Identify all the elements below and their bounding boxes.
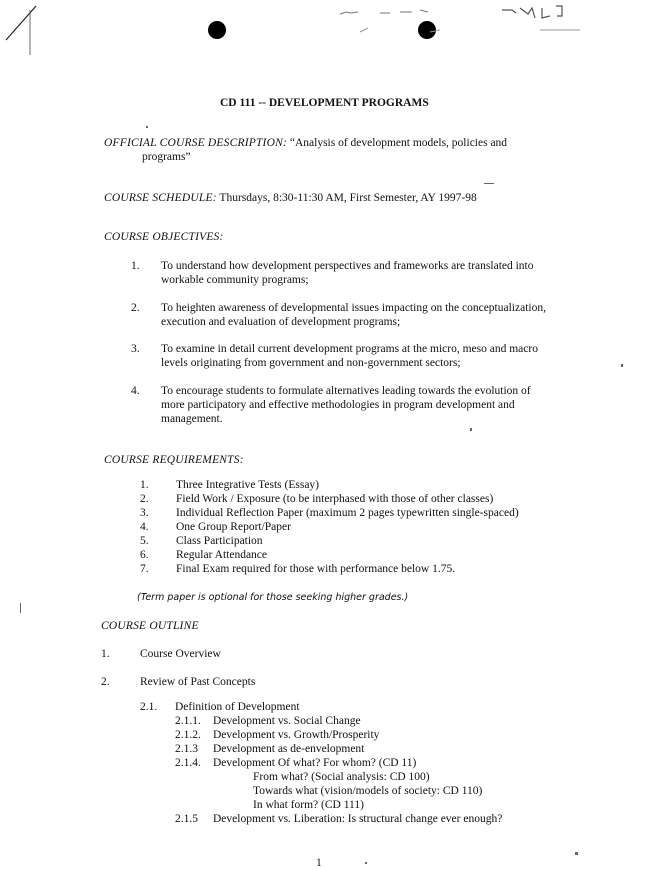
objective-text: levels originating from government and non-government sectors; — [161, 357, 461, 369]
objective-text: more participatory and effective methodologies in program development and — [161, 399, 515, 411]
outline-item-text: Course Overview — [140, 648, 221, 660]
requirements-note: (Term paper is optional for those seeking higher grades.) — [137, 592, 409, 603]
outline-subsub-text: Development vs. Growth/Prosperity — [213, 729, 380, 741]
objective-number: 3. — [131, 343, 140, 355]
objective-number: 2. — [131, 302, 140, 314]
requirement-text: Individual Reflection Paper (maximum 2 pages typewritten single-spaced) — [176, 507, 519, 519]
objectives-header: COURSE OBJECTIVES: — [104, 231, 224, 243]
outline-continuation: Towards what (vision/models of society: CD 110) — [253, 785, 483, 797]
requirements-header: COURSE REQUIREMENTS: — [104, 454, 244, 466]
course-schedule-label: COURSE SCHEDULE: — [104, 192, 217, 204]
course-schedule — [104, 192, 477, 204]
objective-number: 4. — [131, 385, 140, 397]
outline-subsub-text: Development as de-envelopment — [213, 743, 365, 755]
outline-continuation: In what form? (CD 111) — [253, 799, 364, 811]
objective-text: workable community programs; — [161, 274, 309, 286]
scan-noise-graphic — [320, 2, 620, 42]
requirement-text: One Group Report/Paper — [176, 521, 291, 533]
requirement-text: Field Work / Exposure (to be interphased with those of other classes) — [176, 493, 494, 505]
requirement-number: 7. — [140, 563, 149, 575]
binder-hole-left — [208, 21, 226, 39]
course-schedule-text: Thursdays, 8:30-11:30 AM, First Semester, AY 1997-98 — [216, 192, 477, 204]
outline-item-text: Review of Past Concepts — [140, 676, 256, 688]
outline-sub-number: 2.1. — [140, 701, 158, 713]
objective-text: To heighten awareness of developmental issues impacting on the conceptualization, — [161, 302, 546, 314]
outline-header: COURSE OUTLINE — [101, 620, 199, 632]
requirement-number: 3. — [140, 507, 149, 519]
objective-text: To understand how development perspectives and frameworks are translated into — [161, 260, 534, 272]
scan-speck — [470, 428, 472, 431]
requirement-text: Regular Attendance — [176, 549, 268, 561]
requirement-text: Class Participation — [176, 535, 263, 547]
official-description-cont: programs” — [142, 151, 191, 163]
outline-subsub-number: 2.1.4. — [175, 757, 201, 769]
scan-speck — [146, 126, 148, 128]
pen-mark-graphic — [0, 0, 40, 60]
requirement-number: 5. — [140, 535, 149, 547]
outline-item-number: 1. — [101, 648, 110, 660]
page-number: 1 — [316, 857, 322, 869]
requirement-number: 2. — [140, 493, 149, 505]
objective-number: 1. — [131, 260, 140, 272]
objective-text: To encourage students to formulate alternatives leading towards the evolution of — [161, 385, 531, 397]
outline-continuation: From what? (Social analysis: CD 100) — [253, 771, 430, 783]
requirement-number: 1. — [140, 479, 149, 491]
requirement-number: 4. — [140, 521, 149, 533]
objective-text: management. — [161, 413, 223, 425]
objective-text: execution and evaluation of development programs; — [161, 316, 401, 328]
outline-subsub-number: 2.1.5 — [175, 813, 198, 825]
scan-speck — [621, 364, 623, 367]
scan-speck — [575, 852, 578, 855]
requirement-number: 6. — [140, 549, 149, 561]
official-description-label: OFFICIAL COURSE DESCRIPTION: — [104, 137, 287, 149]
requirement-text: Final Exam required for those with performance below 1.75. — [176, 563, 456, 575]
official-description — [104, 137, 507, 149]
objective-text: To examine in detail current development programs at the micro, meso and macro — [161, 343, 538, 355]
outline-subsub-text: Development vs. Social Change — [213, 715, 361, 727]
outline-subsub-number: 2.1.1. — [175, 715, 201, 727]
official-description-text: “Analysis of development models, policies and — [287, 137, 508, 149]
scan-speck — [484, 183, 494, 184]
outline-subsub-number: 2.1.2. — [175, 729, 201, 741]
outline-item-number: 2. — [101, 676, 110, 688]
page-title: CD 111 -- DEVELOPMENT PROGRAMS — [220, 97, 429, 109]
outline-sub-text: Definition of Development — [175, 701, 300, 713]
requirement-text: Three Integrative Tests (Essay) — [176, 479, 319, 491]
outline-subsub-number: 2.1.3 — [175, 743, 198, 755]
outline-subsub-text: Development vs. Liberation: Is structural change ever enough? — [213, 813, 503, 825]
outline-subsub-text: Development Of what? For whom? (CD 11) — [213, 757, 417, 769]
scan-speck — [365, 862, 367, 864]
scan-speck — [20, 603, 21, 613]
